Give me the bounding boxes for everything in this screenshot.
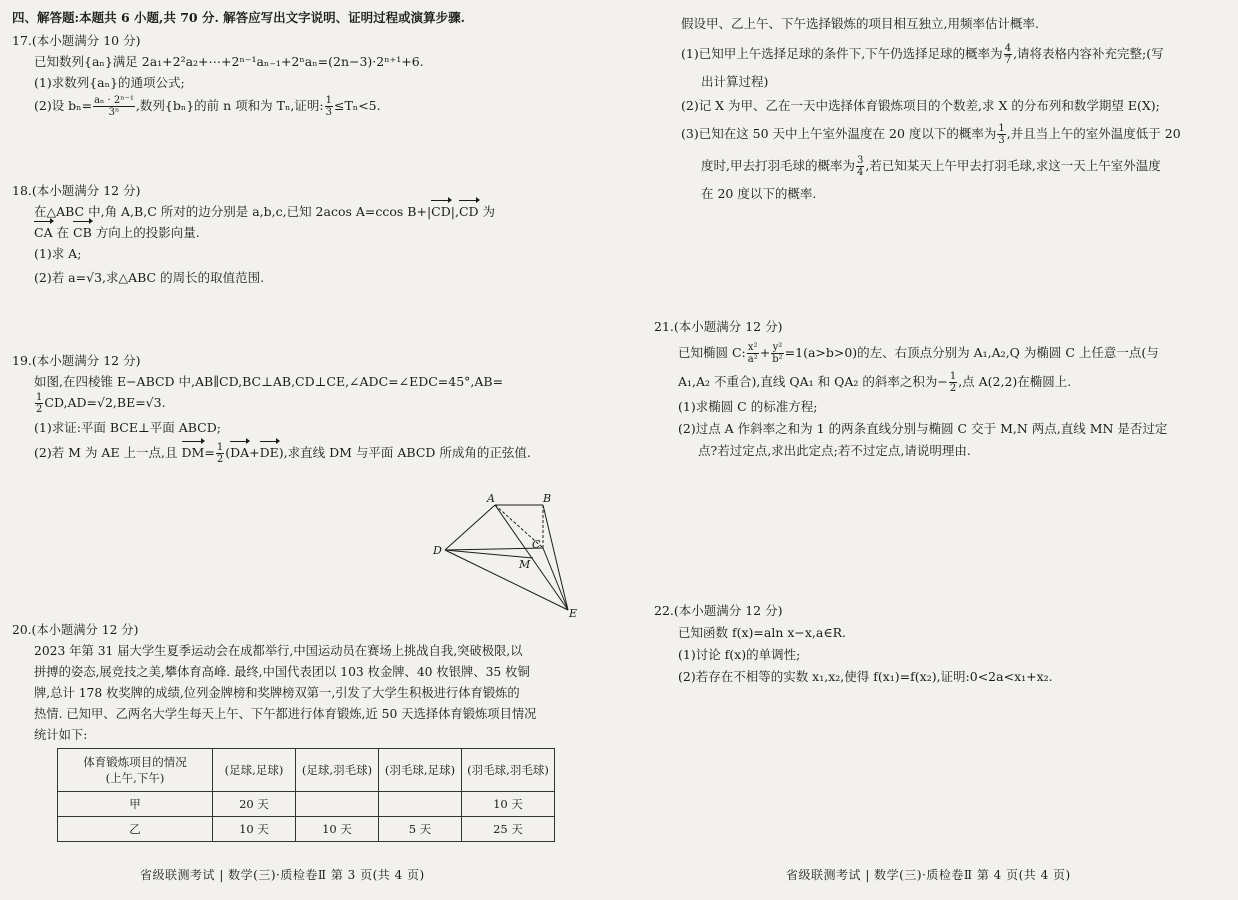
q20-heading: 20.(本小题满分 12 分) [12, 623, 139, 637]
label-m: M [519, 558, 531, 571]
page-3 [0, 0, 612, 900]
label-a: A [487, 492, 495, 505]
table-cell [379, 792, 462, 817]
table-row [58, 817, 555, 842]
q17-fraction-b: $\frac{\text{aₙ · 2ⁿ⁻¹}}{\text{3ⁿ}}$ [94, 95, 134, 118]
table-header-cell: (羽毛球,足球) [379, 749, 462, 792]
q20-cont-line-4: (3)已知在这 50 天中上午室外温度在 20 度以下的概率为 $\frac{1}{3}$ ,并且当上午的室外温度低于 20 [681, 123, 1181, 146]
q20-cont-line-1: (1)已知甲上午选择足球的条件下,下午仍选择足球的概率为 $\frac{4}{7}$ ,请将表格内容补充完整;(写 [681, 43, 1164, 66]
q18-line-1: 在△ABC 中,角 A,B,C 所对的边分别是 a,b,c,已知 2acos A=ccos B+|CD|,CD 为 [12, 201, 495, 222]
section-header: 四、解答题:本题共 6 小题,共 70 分. 解答应写出文字说明、证明过程或演算步骤. [12, 10, 466, 25]
table-cell [296, 792, 379, 817]
page-footer: 省级联测考试 | 数学(三)·质检卷Ⅱ 第 3 页(共 4 页) [140, 868, 425, 882]
q18-line-2: CA 在 CB 方向上的投影向量. [12, 222, 495, 243]
question-18 [12, 180, 495, 288]
q19-line-1: 如图,在四棱锥 E−ABCD 中,AB∥CD,BC⊥AB,CD⊥CE,∠ADC=∠EDC=45°,AB= [34, 374, 504, 389]
q20-cont-line-0: 假设甲、乙上午、下午选择锻炼的项目相互独立,用频率估计概率. [681, 16, 1039, 31]
table-cell: 20 天 [213, 792, 296, 817]
table-cell: 乙 [58, 817, 213, 842]
table-header-cell: (羽毛球,羽毛球) [462, 749, 555, 792]
q20-line-3: 牌,总计 178 枚奖牌的成绩,位列金牌榜和奖牌榜双第一,引发了大学生积极进行体育锻炼的 [34, 686, 520, 700]
q20-line-5: 统计如下: [34, 728, 88, 742]
question-20 [12, 620, 536, 746]
table-header-cell: (足球,羽毛球) [296, 749, 379, 792]
q19-line-4: (2)若 M 为 AE 上一点,且 DM= $\frac{1}{2}$ (DA+DE),求直线 DM 与平面 ABCD 所成角的正弦值. [34, 442, 531, 465]
q21-line-5: 点?若过定点,求出此定点;若不过定点,请说明理由. [698, 443, 971, 458]
table-cell: 25 天 [462, 817, 555, 842]
edge-da [445, 505, 495, 550]
page-4 [626, 0, 1238, 900]
q17-heading: 17.(本小题满分 10 分) [12, 33, 141, 48]
question-22 [654, 600, 1053, 688]
q17-fraction-third: $\frac{1}{3}$ [325, 95, 332, 118]
table-header-row [58, 749, 555, 792]
table-cell: 5 天 [379, 817, 462, 842]
q20-cont-line-5: 度时,甲去打羽毛球的概率为 $\frac{3}{4}$ ,若已知某天上午甲去打羽毛球,求这一天上午室外温度 [701, 155, 1161, 178]
q17-line-2: (1)求数列{aₙ}的通项公式; [34, 75, 185, 90]
q22-line-3: (2)若存在不相等的实数 x₁,x₂,使得 f(x₁)=f(x₂),证明:0<2a<x₁+x₂. [678, 669, 1053, 684]
question-17 [12, 30, 424, 118]
table-row [58, 792, 555, 817]
pyramid-figure [425, 490, 585, 620]
q19-fraction-half: $\frac{1}{2}$ [36, 392, 43, 415]
label-e: E [569, 607, 578, 620]
q18-heading: 18.(本小题满分 12 分) [12, 183, 141, 198]
q19-line-2: $\frac{1}{2}$ CD,AD=√2,BE=√3. [36, 392, 166, 415]
table-cell: 10 天 [462, 792, 555, 817]
exercise-stats-table [57, 748, 555, 842]
q21-line-3: (1)求椭圆 C 的标准方程; [678, 399, 818, 414]
q20-line-2: 拼搏的姿态,展竞技之美,攀体育高峰. 最终,中国代表团以 103 枚金牌、40 枚银牌、35 枚铜 [34, 665, 530, 679]
q21-line-1: 已知椭圆 C: $\frac{\text{x²}}{\text{a²}}$ + $\frac{\text{y²}}{\text{b²}}$ =1(a>b>0)的左、右顶点分别为 A₁,A₂,Q 为椭圆 C 上任意一点(与 [678, 342, 1159, 365]
q18-line-3: (1)求 A; [34, 246, 82, 261]
label-d: D [433, 544, 442, 557]
table-header-cell: 体育锻炼项目的情况 (上午,下午) [58, 749, 213, 792]
question-19 [12, 350, 531, 465]
table-cell: 10 天 [213, 817, 296, 842]
question-20-continued [681, 12, 1181, 206]
q20-line-1: 2023 年第 31 届大学生夏季运动会在成都举行,中国运动员在赛场上挑战自我,突破极限,以 [34, 644, 523, 658]
edge-de [445, 550, 568, 610]
q22-line-1: 已知函数 f(x)=aln x−x,a∈R. [678, 625, 846, 640]
q20-cont-line-6: 在 20 度以下的概率. [701, 186, 817, 201]
label-c: C [532, 538, 541, 551]
page-footer: 省级联测考试 | 数学(三)·质检卷Ⅱ 第 4 页(共 4 页) [786, 868, 1071, 882]
table-cell: 10 天 [296, 817, 379, 842]
q22-heading: 22.(本小题满分 12 分) [654, 603, 783, 618]
q20-cont-line-3: (2)记 X 为甲、乙在一天中选择体育锻炼项目的个数差,求 X 的分布列和数学期望 E(X); [681, 98, 1160, 113]
edge-dc [445, 548, 543, 550]
table-header-cell: (足球,足球) [213, 749, 296, 792]
table-cell: 甲 [58, 792, 213, 817]
q20-line-4: 热情. 已知甲、乙两名大学生每天上午、下午都进行体育锻炼,近 50 天选择体育锻炼项目情况 [34, 707, 537, 721]
q17-line-1: 已知数列{aₙ}满足 2a₁+2²a₂+⋯+2ⁿ⁻¹aₙ₋₁+2ⁿaₙ=(2n−3)·2ⁿ⁺¹+6. [34, 54, 424, 69]
q19-line-3: (1)求证:平面 BCE⊥平面 ABCD; [34, 420, 221, 435]
q21-heading: 21.(本小题满分 12 分) [654, 319, 783, 334]
q22-line-2: (1)讨论 f(x)的单调性; [678, 647, 801, 662]
q20-cont-line-2: 出计算过程) [701, 74, 769, 89]
question-21 [654, 316, 1167, 462]
q17-line-3: (2)设 bₙ= $\frac{\text{aₙ · 2ⁿ⁻¹}}{\text{3ⁿ}}$ ,数列{bₙ}的前 n 项和为 Tₙ,证明: $\frac{1}{3}$ ≤Tₙ<5. [34, 95, 381, 118]
q21-line-4: (2)过点 A 作斜率之和为 1 的两条直线分别与椭圆 C 交于 M,N 两点,直线 MN 是否过定 [678, 421, 1168, 436]
q19-heading: 19.(本小题满分 12 分) [12, 353, 141, 368]
label-b: B [543, 492, 552, 505]
q21-line-2: A₁,A₂ 不重合),直线 QA₁ 和 QA₂ 的斜率之积为− $\frac{1}{2}$ ,点 A(2,2)在椭圆上. [678, 371, 1072, 394]
q18-line-4: (2)若 a=√3,求△ABC 的周长的取值范围. [34, 270, 265, 285]
